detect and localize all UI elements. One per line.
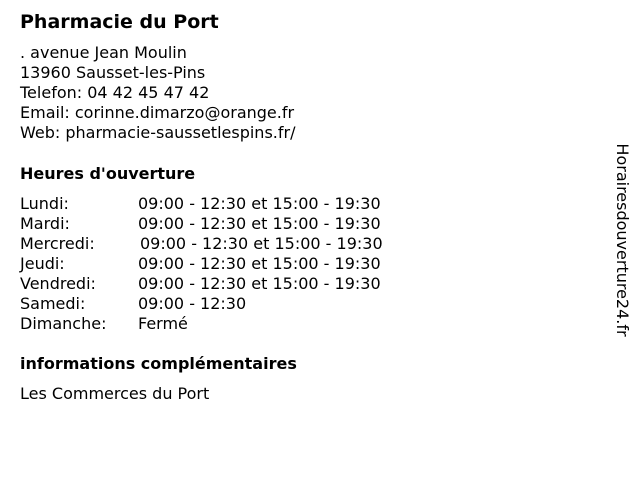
day-label: Mardi: <box>20 214 70 233</box>
web-line: Web: pharmacie-saussetlespins.fr/ <box>20 123 296 142</box>
address-street: . avenue Jean Moulin <box>20 43 187 62</box>
contact-block <box>20 43 295 143</box>
hours-heading: Heures d'ouverture <box>20 164 196 183</box>
day-label: Jeudi: <box>20 254 65 273</box>
day-label: Samedi: <box>20 294 86 313</box>
time-value: 09:00 - 12:30 et 15:00 - 19:30 <box>138 194 381 213</box>
time-value: Fermé <box>138 314 188 333</box>
phone-line: Telefon: 04 42 45 47 42 <box>20 83 210 102</box>
time-value: 09:00 - 12:30 et 15:00 - 19:30 <box>140 234 383 253</box>
business-name: Pharmacie du Port <box>20 11 219 33</box>
time-value: 09:00 - 12:30 et 15:00 - 19:30 <box>138 214 381 233</box>
day-label: Dimanche: <box>20 314 107 333</box>
info-heading: informations complémentaires <box>20 354 297 373</box>
info-text: Les Commerces du Port <box>20 384 210 403</box>
email-line: Email: corinne.dimarzo@orange.fr <box>20 103 295 122</box>
day-label: Vendredi: <box>20 274 96 293</box>
day-label: Lundi: <box>20 194 69 213</box>
day-label: Mercredi: <box>20 234 95 253</box>
time-value: 09:00 - 12:30 et 15:00 - 19:30 <box>138 274 381 293</box>
address-city: 13960 Sausset-les-Pins <box>20 63 206 82</box>
time-value: 09:00 - 12:30 <box>138 294 247 313</box>
time-value: 09:00 - 12:30 et 15:00 - 19:30 <box>138 254 381 273</box>
site-watermark: Horairesdouverture24.fr <box>613 143 632 337</box>
